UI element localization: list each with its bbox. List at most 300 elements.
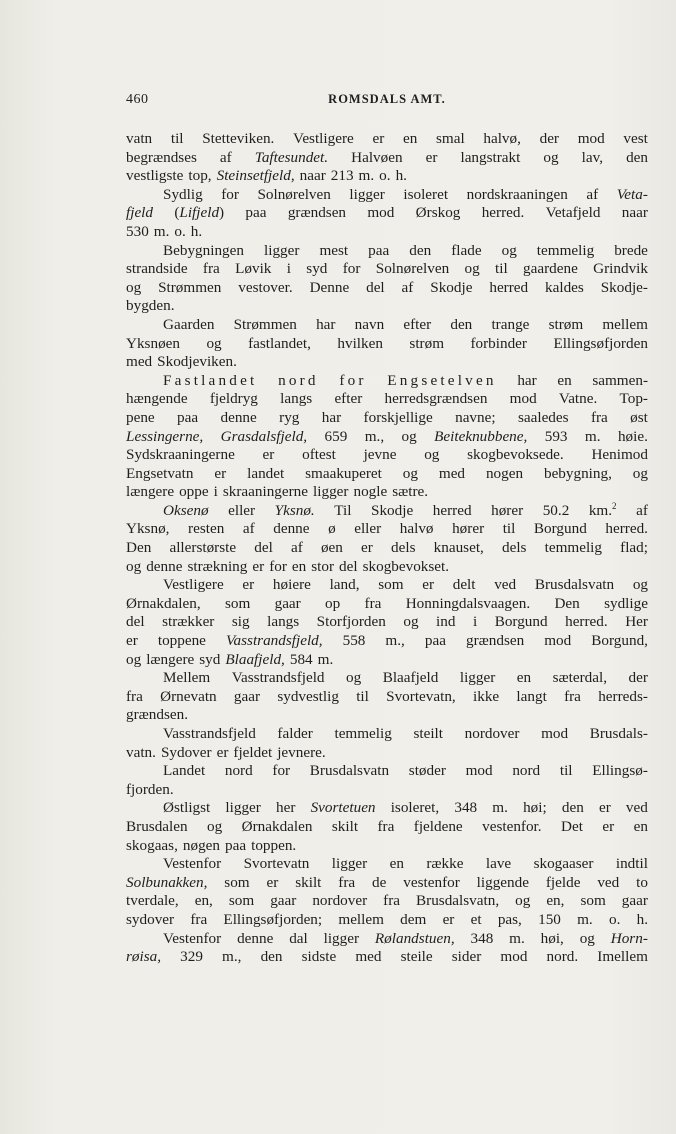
word: fjeld [126, 204, 153, 222]
word: m., [385, 632, 405, 650]
word: er [422, 576, 435, 594]
text-line [126, 483, 648, 502]
word: skogbevokset. [362, 557, 450, 575]
word: Ørskog [415, 204, 461, 222]
word: km.$^2$ [588, 500, 617, 519]
word: (Lifjeld) [174, 204, 225, 222]
word: den [260, 948, 283, 966]
text-line [126, 242, 648, 261]
word: m. [584, 427, 601, 445]
word: flad; [620, 539, 648, 557]
word: og [403, 613, 419, 631]
word: fra [338, 873, 356, 891]
word: h. [395, 167, 407, 185]
word: Landet [163, 762, 206, 780]
word: landet [247, 464, 285, 482]
word: har [321, 408, 342, 426]
word: som [224, 594, 251, 612]
word: fra [190, 910, 208, 928]
word: og [501, 241, 517, 259]
word: Engsetelven [387, 371, 497, 389]
word: af [636, 501, 648, 519]
text-line [126, 781, 648, 800]
word: Sydover [160, 743, 212, 761]
word: ligger [349, 185, 385, 203]
text-line [126, 149, 648, 168]
word: strækker [162, 613, 215, 631]
word: temmelig [536, 241, 595, 259]
word: og [632, 464, 648, 482]
word: herreds- [598, 687, 648, 705]
word: paa [424, 632, 446, 650]
word: 530 [126, 222, 149, 240]
word: Skodjeviken. [157, 353, 237, 371]
word: længere [146, 650, 195, 668]
word: en [291, 557, 307, 575]
word: grændsen. [126, 706, 189, 724]
word: Solnørelven [375, 260, 450, 278]
word: Henimod [591, 446, 648, 464]
word: skilt [295, 873, 322, 891]
word: gaardene [523, 260, 578, 278]
word: Honningdalsvaagen. [405, 594, 531, 612]
word: navn [354, 315, 385, 333]
word: Mellem [163, 669, 211, 687]
word: fjelde [545, 873, 581, 891]
word: for [221, 185, 239, 203]
text-line [126, 762, 648, 781]
word: fra [590, 408, 608, 426]
word: Skodje- [600, 278, 648, 296]
word: til [559, 762, 573, 780]
word: den [409, 241, 432, 259]
word: med [438, 464, 466, 482]
word: og [632, 576, 648, 594]
word: vestligste [126, 167, 184, 185]
text-line [126, 632, 648, 651]
text-line [126, 428, 648, 447]
word: strandside [126, 260, 188, 278]
word: vestenfor [403, 873, 460, 891]
text-line [126, 539, 648, 558]
word: som [378, 576, 404, 594]
text-line [126, 930, 648, 949]
word: hvilken [337, 334, 383, 352]
word: oppe [179, 483, 209, 501]
text-line [126, 613, 648, 632]
text-line [126, 725, 648, 744]
word: for [342, 260, 361, 278]
word: til [495, 260, 508, 278]
text-line [126, 446, 648, 465]
word: Blaafjeld [382, 669, 439, 687]
text-line [126, 911, 648, 930]
word: knauset, [433, 539, 484, 557]
word: Solbunakken, [126, 873, 208, 891]
word: er [266, 873, 279, 891]
text-line [126, 892, 648, 911]
word: m. [492, 799, 508, 817]
word: høie. [617, 427, 648, 445]
word: vestenfor. [482, 817, 542, 835]
word: Denne [309, 278, 350, 296]
word: som [580, 892, 606, 910]
word: Imellem [597, 948, 648, 966]
word: den [626, 148, 648, 166]
word: og [424, 446, 440, 464]
word: halvø [399, 520, 434, 538]
word: hører [491, 501, 524, 519]
word: smaakuperet [305, 464, 382, 482]
word: øst [630, 408, 648, 426]
word: vatn. [126, 743, 156, 761]
text-line [126, 279, 648, 298]
word: Taftesundet. [254, 148, 329, 166]
word: ligger [323, 929, 360, 947]
word: er [361, 539, 373, 557]
word: fra [202, 260, 220, 278]
word: pene [126, 408, 155, 426]
word: Løvik [235, 260, 272, 278]
word: og [579, 929, 595, 947]
word: bygden. [126, 297, 175, 315]
word: en [389, 855, 404, 873]
word: er [216, 743, 229, 761]
word: ligger [225, 799, 261, 817]
word: fjeldene [413, 817, 463, 835]
word: Stetteviken. [202, 130, 275, 147]
word: mod [544, 632, 572, 650]
word: nord. [546, 948, 579, 966]
word: fjeldryg [209, 390, 258, 408]
word: mod [577, 130, 605, 147]
page-header [126, 92, 648, 114]
word: Ellingsø- [592, 762, 648, 780]
word: nogen [485, 464, 524, 482]
text-line [126, 502, 648, 521]
word: af [242, 520, 255, 538]
word: jevne [363, 446, 397, 464]
word: ved [494, 576, 517, 594]
word: brede [614, 241, 648, 259]
word: Horn- [610, 929, 648, 947]
word: mellem [602, 315, 648, 333]
word: som [224, 873, 250, 891]
word: toppen. [251, 836, 297, 854]
word: tverdale, [126, 892, 179, 910]
word: Til [334, 501, 352, 519]
page-number: 460 [126, 92, 149, 107]
word: 593 [544, 427, 568, 445]
word: saaledes [517, 408, 569, 426]
word: trange [491, 315, 530, 333]
word: Vestenfor [163, 855, 222, 873]
word: strøm [409, 334, 445, 352]
word: nordover [312, 892, 368, 910]
word: mod [541, 725, 569, 742]
word: en [402, 130, 418, 147]
word: og [346, 669, 362, 687]
word: Yksnøen [126, 334, 180, 352]
word: Den [554, 594, 580, 612]
word: dal [289, 929, 308, 947]
text-line [126, 390, 648, 409]
word: steilt [413, 725, 443, 742]
word: bebygning, [543, 464, 612, 482]
text-line [126, 372, 648, 391]
word: Brusdals- [589, 725, 648, 742]
word: 213 [330, 167, 354, 185]
word: 329 [180, 948, 203, 966]
word: Her [625, 613, 648, 631]
word: herred [489, 278, 529, 296]
word: nord [512, 762, 541, 780]
word: Borgund, [591, 632, 648, 650]
word: ved [625, 799, 648, 817]
word: del [339, 557, 358, 575]
word: 348 [454, 799, 478, 817]
word: lav, [581, 148, 604, 166]
word: Grasdalsfjeld, [220, 427, 308, 445]
word: række [426, 855, 464, 873]
word: af [219, 148, 232, 166]
word: sidste [301, 948, 337, 966]
word: der [628, 669, 648, 687]
word: i [472, 613, 478, 631]
word: m. [153, 222, 170, 240]
word: Ellingsøfjorden [553, 334, 648, 352]
word: til [170, 130, 184, 147]
word: fastlandet, [248, 334, 311, 352]
word: mod [367, 204, 395, 222]
word: vest [623, 130, 648, 147]
running-title: ROMSDALS AMT. [328, 92, 446, 106]
word: sig [231, 613, 250, 631]
text-line [126, 837, 648, 856]
word: herred. [565, 613, 608, 631]
word: nord [278, 371, 319, 389]
word: Brusdalen [126, 817, 188, 835]
word: 348 [470, 929, 494, 947]
word: resten [188, 520, 225, 538]
word: Strømmen [233, 315, 297, 333]
word: skraaningerne [222, 483, 309, 501]
word: Yksnø. [274, 501, 315, 519]
word: efter [403, 315, 432, 333]
word: Vasstrandsfjeld [231, 669, 325, 687]
text-line [126, 855, 648, 874]
word: fra [126, 687, 143, 705]
word: høi, [540, 929, 564, 947]
word: mellem [338, 910, 384, 928]
word: navne; [455, 408, 496, 426]
text-line [126, 576, 648, 595]
word: ligger [459, 669, 496, 687]
word: mod [509, 390, 537, 408]
word: Det [561, 817, 583, 835]
word: denne [237, 929, 274, 947]
text-line [126, 799, 648, 818]
word: længere [126, 483, 175, 501]
word: liggende [476, 873, 529, 891]
word: Veta- [616, 185, 648, 203]
word: en [516, 669, 532, 687]
word: dels [391, 539, 416, 557]
word: Ørnevatn [160, 687, 217, 705]
text-line [126, 167, 648, 186]
word: er [598, 799, 611, 817]
word: halvø, [483, 130, 521, 147]
word: eller [354, 520, 382, 538]
word: Fastlandet [163, 371, 258, 389]
word: indtil [615, 855, 648, 873]
word: mod [465, 762, 493, 780]
text-line [126, 688, 648, 707]
word: Brusdalsvatn [309, 762, 390, 780]
word: Østligst [163, 799, 211, 817]
word: o. [379, 167, 391, 185]
word: m., [364, 427, 385, 445]
word: og [401, 427, 417, 445]
word: 150 [538, 910, 561, 928]
word: Steinsetfjeld, [216, 167, 295, 185]
word: er [242, 576, 255, 594]
text-line [126, 353, 648, 372]
word: sætre. [392, 483, 429, 501]
word: Vatne. [558, 390, 598, 408]
word: fra [383, 892, 401, 910]
word: i [286, 260, 291, 278]
text-line [126, 316, 648, 335]
word: fra [364, 594, 382, 612]
text-line [126, 651, 648, 670]
word: og [126, 278, 142, 296]
word: gaar [274, 594, 301, 612]
word: ligger [331, 855, 368, 873]
word: der [539, 130, 559, 147]
word: Sydlig [163, 185, 203, 203]
text-line [126, 595, 648, 614]
word: hængende [126, 390, 188, 408]
word: dem [400, 910, 427, 928]
word: Vestligere [293, 130, 354, 147]
word: nøgen [182, 836, 221, 854]
word: Svortetuen [310, 799, 376, 817]
word: herred [432, 501, 472, 519]
word: Blaafjeld, [225, 650, 285, 668]
text-line [126, 818, 648, 837]
word: Halvøen [351, 148, 403, 166]
word: m., [222, 948, 242, 966]
word: sydlige [604, 594, 648, 612]
word: strækning [187, 557, 248, 575]
word: Grindvik [593, 260, 648, 278]
word: smal [435, 130, 465, 147]
word: begrændses [126, 148, 197, 166]
word: og [207, 817, 223, 835]
word: øen [320, 539, 343, 557]
word: i [213, 483, 218, 501]
word: Ørnakdalen [241, 817, 313, 835]
word: grændsen [287, 204, 347, 222]
word: skogaaser [533, 855, 594, 873]
word: dels [502, 539, 527, 557]
word: er [252, 557, 265, 575]
word: fjeldet [233, 743, 273, 761]
word: Gaarden [163, 315, 215, 333]
text-line [126, 465, 648, 484]
text-line [126, 409, 648, 428]
word: Vetafjeld [545, 204, 601, 222]
word: er [372, 130, 385, 147]
word: her [276, 799, 296, 817]
word: ligger [313, 483, 349, 501]
word: Sydskraaningerne [126, 446, 235, 464]
word: for [339, 371, 367, 389]
word: paa [368, 241, 390, 259]
word: til [502, 520, 516, 538]
word: top, [188, 167, 212, 185]
text-line [126, 223, 648, 242]
word: og [515, 892, 531, 910]
word: er [214, 464, 227, 482]
word: Solnørelven [257, 185, 331, 203]
word: m. [509, 929, 525, 947]
word: fjorden. [126, 780, 174, 798]
word: mod [500, 948, 528, 966]
word: skogaas, [126, 836, 178, 854]
word: og [126, 557, 142, 575]
word: gaar [270, 892, 297, 910]
word: mest [319, 241, 349, 259]
word: gaar [621, 892, 648, 910]
word: den [450, 315, 473, 333]
word: naar [299, 167, 326, 185]
word: af [401, 278, 414, 296]
word: nordover [464, 725, 520, 742]
text-line [126, 948, 648, 967]
word: Ørnakdalen, [126, 594, 201, 612]
word: 50.2 [542, 501, 570, 519]
word: for [272, 762, 291, 780]
word: delt [452, 576, 476, 594]
text-line [126, 706, 648, 725]
word: er [126, 632, 138, 650]
word: en [633, 817, 648, 835]
word: fra [564, 687, 581, 705]
word: 584 [289, 650, 313, 668]
text-line [126, 204, 648, 223]
word: sæterdal, [552, 669, 608, 687]
word: ø [328, 520, 336, 538]
word: flade [451, 241, 482, 259]
word: gaar [233, 687, 261, 705]
word: til [356, 687, 369, 705]
word: m. [317, 650, 334, 668]
word: ikke [473, 687, 500, 705]
word: Strømmen [158, 278, 222, 296]
word: del [254, 539, 273, 557]
word: som [228, 892, 255, 910]
word: nord [224, 762, 253, 780]
word: lave [485, 855, 512, 873]
word: jevnere. [277, 743, 326, 761]
word: naar [621, 204, 648, 222]
word: høiere [272, 576, 311, 594]
word: Bebygningen [163, 241, 244, 259]
word: to [636, 873, 648, 891]
word: temmelig [544, 539, 602, 557]
